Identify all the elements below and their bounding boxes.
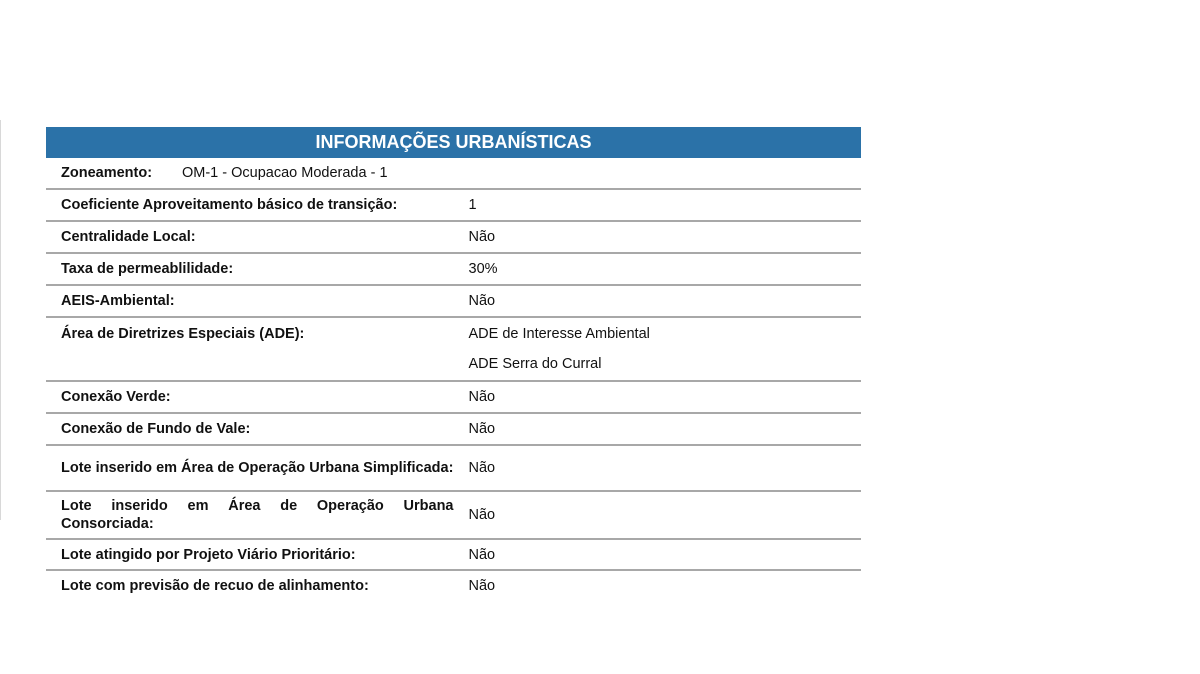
zoneamento-cell [46,158,861,189]
row-value: Não [468,578,496,594]
row-label: Área de Diretrizes Especiais (ADE): [46,317,454,381]
row-value: Não [454,539,862,570]
row-label: Lote com previsão de recuo de alinhamento: [61,578,369,594]
table-row-recuo-alinhamento [46,570,861,601]
row-value: Não [454,491,862,539]
row-label: Conexão Verde: [46,381,454,413]
table-row-permeabilidade [46,253,861,285]
urban-info-panel [46,127,861,601]
table-row-conexao-verde [46,381,861,413]
table-row-zoneamento [46,158,861,189]
row-label: Conexão de Fundo de Vale: [46,413,454,445]
row-value: 30% [454,253,862,285]
urban-info-table [46,158,861,601]
row-value: Não [454,413,862,445]
row-value: Não [454,221,862,253]
table-row-centralidade [46,221,861,253]
row-value: 1 [454,189,862,221]
zoneamento-value: OM-1 - Ocupacao Moderada - 1 [182,165,388,181]
row-label: Lote inserido em Área de Operação Urbana Consorciada: [46,491,454,539]
row-value: Não [454,285,862,317]
table-row-operacao-consorciada [46,491,861,539]
row-label: Coeficiente Aproveitamento básico de transição: [46,189,454,221]
row-label: Lote inserido em Área de Operação Urbana Simplificada: [46,445,454,491]
ade-value: ADE Serra do Curral [468,356,602,372]
left-edge-divider [0,120,1,520]
zoneamento-label: Zoneamento: [61,165,153,181]
table-row-projeto-viario [46,539,861,570]
row-value: Não [454,445,862,491]
row-label: Centralidade Local: [46,221,454,253]
ade-values [454,317,862,381]
row-label: Taxa de permeablilidade: [46,253,454,285]
table-row-ade [46,317,861,381]
table-row-coeficiente [46,189,861,221]
table-row-fundo-vale [46,413,861,445]
table-row-operacao-simplificada [46,445,861,491]
table-row-aeis [46,285,861,317]
row-label: AEIS-Ambiental: [46,285,454,317]
ade-value: ADE de Interesse Ambiental [468,326,650,342]
row-label: Lote atingido por Projeto Viário Prioritário: [46,539,454,570]
panel-title: INFORMAÇÕES URBANÍSTICAS [46,127,861,158]
row-value: Não [454,381,862,413]
